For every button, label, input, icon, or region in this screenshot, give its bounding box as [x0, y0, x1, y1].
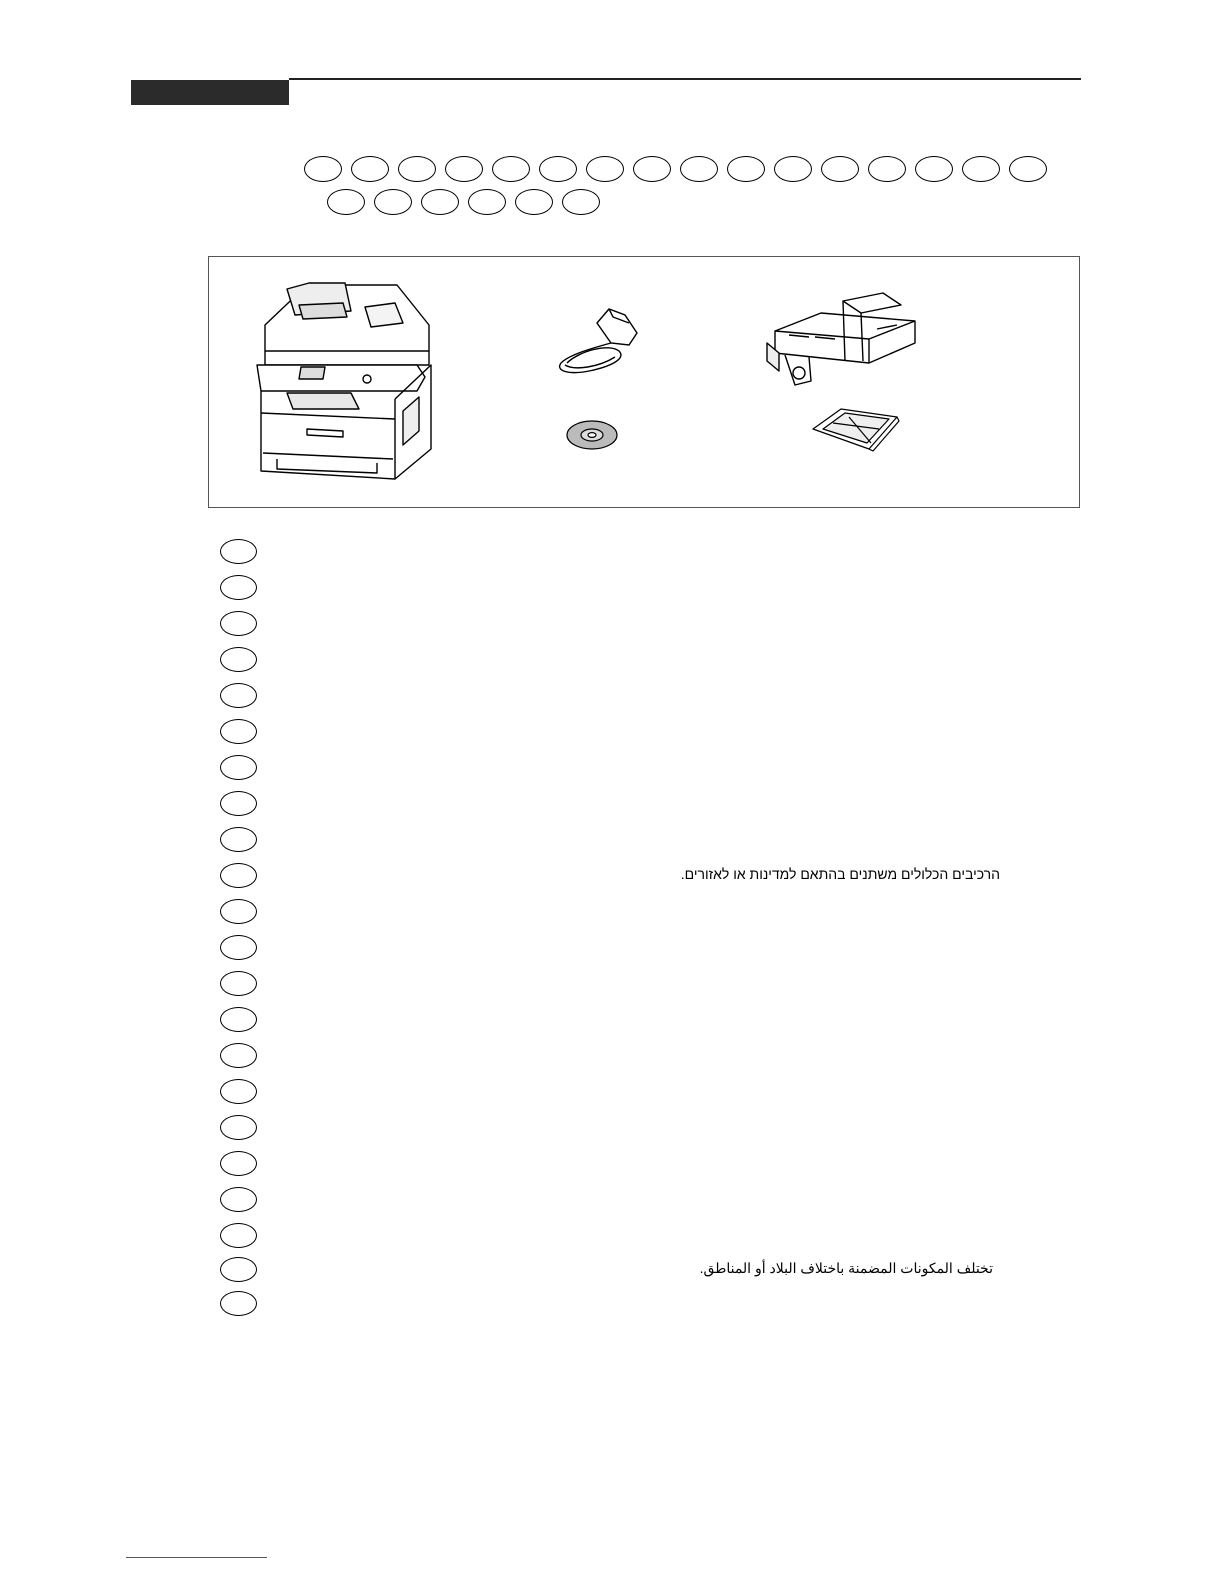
language-oval [468, 189, 506, 215]
list-oval [220, 899, 257, 924]
language-oval [821, 156, 859, 182]
language-oval [515, 189, 553, 215]
language-oval [445, 156, 483, 182]
list-oval [220, 1079, 257, 1104]
list-oval [220, 827, 257, 852]
printer-icon [247, 281, 437, 481]
language-oval [398, 156, 436, 182]
list-oval [220, 611, 257, 636]
language-oval [915, 156, 953, 182]
package-contents-figure [208, 256, 1080, 508]
language-oval [351, 156, 389, 182]
language-oval [492, 156, 530, 182]
list-oval [220, 1291, 257, 1316]
list-oval [220, 575, 257, 600]
list-oval [220, 719, 257, 744]
header-rule [289, 78, 1081, 80]
toner-cartridge-icon [765, 291, 917, 387]
list-oval [220, 1007, 257, 1032]
language-oval [421, 189, 459, 215]
language-oval [774, 156, 812, 182]
language-oval [633, 156, 671, 182]
language-oval [1009, 156, 1047, 182]
list-oval [220, 1223, 257, 1248]
language-oval [539, 156, 577, 182]
list-oval [220, 1115, 257, 1140]
language-oval [962, 156, 1000, 182]
arabic-note: تختلف المكونات المضمنة باختلاف البلاد أو المناطق. [699, 1260, 993, 1276]
header-bar [131, 80, 289, 105]
footer-link-underline[interactable] [126, 1557, 267, 1558]
language-oval-row-2 [327, 189, 600, 215]
power-cord-icon [549, 305, 649, 377]
cd-rom-icon [563, 417, 621, 453]
list-oval [220, 683, 257, 708]
list-oval [220, 1151, 257, 1176]
manual-icon [809, 407, 901, 453]
list-oval [220, 935, 257, 960]
list-oval [220, 1257, 257, 1282]
list-oval [220, 971, 257, 996]
list-oval [220, 755, 257, 780]
list-oval [220, 1043, 257, 1068]
hebrew-note: הרכיבים הכלולים משתנים בהתאם למדינות או לאזורים. [680, 866, 1000, 882]
list-oval [220, 647, 257, 672]
language-oval [327, 189, 365, 215]
language-oval [868, 156, 906, 182]
language-oval [680, 156, 718, 182]
list-oval [220, 791, 257, 816]
list-oval [220, 539, 257, 564]
list-oval [220, 1187, 257, 1212]
language-oval [374, 189, 412, 215]
language-oval [727, 156, 765, 182]
language-oval [304, 156, 342, 182]
list-oval [220, 863, 257, 888]
language-oval-row-1 [304, 156, 1047, 182]
language-oval [586, 156, 624, 182]
language-oval [562, 189, 600, 215]
